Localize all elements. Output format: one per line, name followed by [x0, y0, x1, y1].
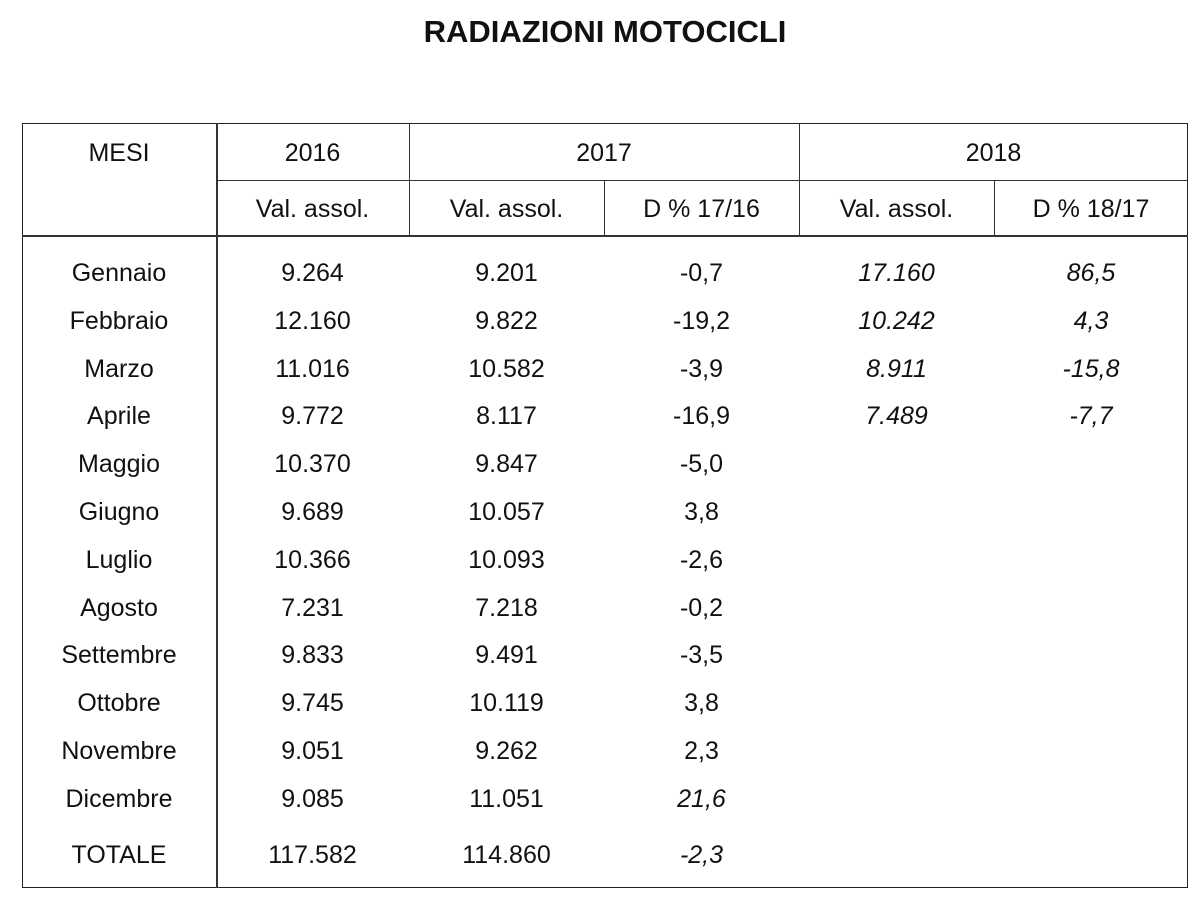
cell-val-2017: 9.201	[475, 259, 538, 287]
cell-delta-2017: -0,7	[679, 259, 724, 287]
cell-val-2017: 9.822	[475, 306, 538, 335]
cell-val-2016: 10.370	[274, 450, 351, 479]
header-delta-2017: D % 17/16	[643, 195, 760, 223]
cell-val-2018: 8.911	[866, 354, 927, 383]
cell-delta-2018: -15,8	[1062, 354, 1120, 383]
cell-val-2017: 9.262	[475, 737, 538, 765]
total-val-2017: 114.860	[462, 841, 551, 869]
cell-month: Dicembre	[65, 784, 173, 813]
cell-val-2017: 10.057	[468, 498, 545, 526]
cell-month: Agosto	[80, 593, 158, 622]
cell-val-2016: 9.264	[281, 259, 344, 287]
cell-month: Marzo	[84, 354, 154, 383]
cell-delta-2017: -2,6	[679, 545, 724, 574]
cell-month: Gennaio	[71, 259, 167, 287]
cell-delta-2017: -3,9	[679, 354, 724, 383]
cell-val-2016: 9.745	[281, 689, 344, 718]
cell-delta-2017: 2,3	[684, 737, 719, 765]
cell-val-2018: 7.489	[865, 402, 928, 431]
cell-val-2017: 7.218	[475, 593, 538, 622]
cell-val-2016: 9.085	[281, 784, 344, 813]
header-delta-2018: D % 18/17	[1032, 195, 1150, 223]
cell-val-2016: 12.160	[274, 306, 351, 335]
cell-val-2017: 9.847	[475, 450, 538, 479]
cell-val-2017: 8.117	[476, 402, 537, 431]
cell-val-2017: 10.582	[468, 354, 545, 383]
header-divider	[216, 180, 1188, 181]
header-year-2017: 2017	[576, 139, 632, 167]
cell-val-2017: 11.051	[469, 784, 544, 813]
cell-val-2016: 7.231	[281, 593, 344, 622]
cell-delta-2017: 3,8	[684, 498, 719, 526]
cell-val-2018: 17.160	[858, 259, 935, 287]
cell-val-2016: 10.366	[274, 545, 351, 574]
cell-delta-2017: -19,2	[673, 306, 730, 335]
cell-delta-2017: -0,2	[679, 593, 724, 622]
cell-delta-2017: -5,0	[679, 450, 724, 479]
cell-val-2017: 10.093	[468, 545, 545, 574]
cell-val-2017: 10.119	[469, 689, 544, 718]
cell-val-2017: 9.491	[475, 641, 538, 670]
cell-delta-2017: -16,9	[673, 402, 730, 431]
cell-val-2016: 9.772	[281, 402, 344, 431]
cell-month: Giugno	[78, 498, 160, 526]
cell-val-2016: 11.016	[275, 354, 350, 383]
total-val-2016: 117.582	[268, 841, 357, 869]
cell-month: Settembre	[61, 641, 177, 670]
total-delta-2017: -2,3	[679, 841, 724, 869]
cell-month: Febbraio	[69, 306, 169, 335]
cell-delta-2018: 4,3	[1073, 306, 1109, 335]
cell-delta-2017: -3,5	[679, 641, 724, 670]
cell-val-2016: 9.833	[281, 641, 344, 670]
cell-month: Novembre	[61, 737, 177, 765]
cell-val-2016: 9.051	[281, 737, 344, 765]
cell-delta-2018: 86,5	[1066, 259, 1116, 287]
cell-delta-2017: 21,6	[677, 784, 726, 813]
cell-delta-2018: -7,7	[1069, 402, 1113, 431]
total-label: TOTALE	[71, 841, 167, 869]
cell-month: Ottobre	[77, 689, 161, 718]
header-months: MESI	[88, 139, 150, 167]
cell-val-2016: 9.689	[281, 498, 344, 526]
cell-val-2018: 10.242	[858, 306, 935, 335]
header-year-2018: 2018	[965, 139, 1022, 167]
header-bottom-rule	[22, 235, 1188, 237]
cell-month: Luglio	[85, 545, 153, 574]
header-val-2018: Val. assol.	[839, 195, 954, 223]
header-val-2017: Val. assol.	[449, 195, 564, 223]
cell-delta-2017: 3,8	[684, 689, 719, 718]
cell-month: Maggio	[78, 450, 160, 479]
header-val-2016: Val. assol.	[255, 195, 370, 223]
header-year-2016: 2016	[284, 139, 341, 167]
page-title: RADIAZIONI MOTOCICLI	[423, 14, 787, 49]
cell-month: Aprile	[87, 402, 151, 431]
